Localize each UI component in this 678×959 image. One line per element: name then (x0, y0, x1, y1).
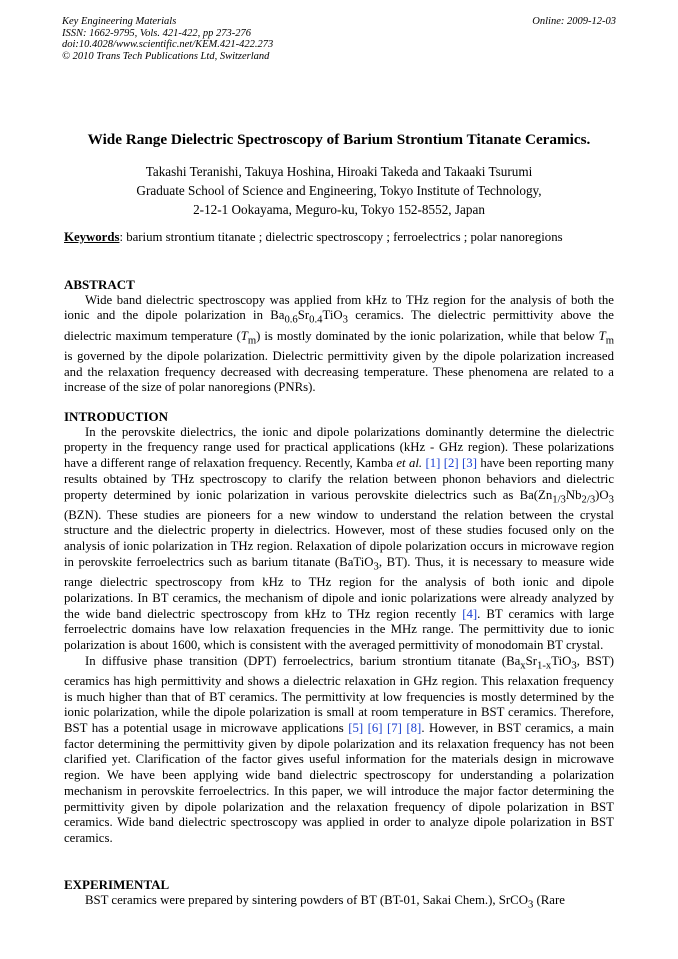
formula-subscript: 3 (342, 314, 348, 326)
affiliation-line-1: Graduate School of Science and Engineering, Tokyo Institute of Technology, (136, 183, 542, 198)
affiliation-line-2: 2-12-1 Ookayama, Meguro-ku, Tokyo 152-8552, Japan (193, 202, 485, 217)
formula-subscript: 0.6 (284, 314, 298, 326)
formula-subscript: 1-x (537, 660, 552, 672)
formula-subscript: 0.4 (309, 314, 323, 326)
citation-link-7[interactable]: [7] (387, 721, 402, 735)
body-text: BST ceramics were prepared by sintering powders of BT (BT-01, Sakai Chem.), (85, 892, 499, 907)
keywords-line (64, 230, 616, 245)
body-text: , BST) ceramics has high permittivity and shows a dielectric relaxation in GHz region. This relaxation frequency is much higher than that of BT ceramics. The permittivity at low frequencies is mostly determined by the ionic polarization, while the dipole polarization is small at room temperature in BST ceramics. Therefore, BST has a potential usage in microwave applications (64, 653, 614, 735)
formula-part: Sr (297, 308, 310, 323)
experimental-section (64, 877, 614, 913)
keywords-text: : barium strontium titanate ; dielectric spectroscopy ; ferroelectrics ; polar nanoregions (119, 230, 563, 244)
formula-part: )O (595, 487, 609, 502)
author-list: Takashi Teranishi, Takuya Hoshina, Hiroaki Takeda and Takaaki Tsurumi (145, 164, 533, 179)
online-date: Online: 2009-12-03 (532, 16, 616, 27)
symbol-tm: T (240, 328, 248, 343)
doi-line: doi:10.4028/www.scientific.net/KEM.421-422.273 (62, 39, 274, 51)
introduction-section (64, 409, 614, 847)
body-text: , BT). Thus, it is necessary to measure wide range dielectric spectroscopy from kHz to THz region for the analysis of both ionic and dipole polarizations. In BT ceramics, the mechanism of dipole and ionic polarizations were already analyzed by the wide band dielectric spectroscopy from kHz to THz region recently (64, 554, 614, 621)
formula-subscript: 2/3 (581, 494, 596, 506)
symbol-tm: T (598, 328, 606, 343)
citation-link-8[interactable]: [8] (406, 721, 422, 735)
body-text: . BT ceramics with large ferroelectric domains have low relaxation frequencies in the MHz range. The permittivity due to ionic polarization is about 1600, which is consistent with the averaged permittivity of monodomain BT crystal. (64, 606, 614, 652)
formula-part: BaTiO (339, 554, 374, 569)
formula-part: TiO (551, 653, 572, 668)
symbol-subscript: m (605, 335, 614, 347)
body-text: In diffusive phase transition (DPT) ferroelectrics, barium strontium titanate ( (85, 653, 507, 668)
citation-link-1[interactable]: [1] (425, 456, 441, 471)
introduction-paragraph-2 (64, 654, 614, 847)
formula-subscript: 3 (571, 660, 577, 672)
body-text: have been reporting many results obtained by THz spectroscopy to clarify the relation between phonon behaviors and dielectric property determined by ionic polarization in various perovskite dielectrics such as (64, 456, 615, 502)
citation-link-3[interactable]: [3] (462, 456, 477, 471)
abstract-paragraph (64, 293, 614, 396)
introduction-heading: INTRODUCTION (64, 409, 169, 424)
author-block (0, 162, 678, 219)
body-text: (BZN). These studies are pioneers for a new window to understand the relation between the crystal structure and the dielectric property in dielectrics. However, most of these studies focused only on the analysis of ionic polarization in THz region. Relaxation of dipole polarization occurs in microwave region in perovskite ferroelectrics such as barium titanate ( (64, 507, 614, 569)
formula-part: SrCO (498, 892, 528, 907)
citation-link-4[interactable]: [4] (462, 606, 478, 621)
experimental-paragraph (64, 893, 614, 913)
abstract-text: Wide band dielectric spectroscopy was applied from kHz to THz region for the analysis of both the ionic and the dipole polarization in (64, 292, 614, 323)
body-text: In the perovskite dielectrics, the ionic and dipole polarizations dominantly determine the dielectric property in the frequency range used for practical applications (kHz - GHz region). These polarizations have a different range of relaxation frequency. Recently, Kamba (64, 424, 614, 471)
introduction-paragraph-1 (64, 425, 614, 654)
citation-link-6[interactable]: [6] (367, 721, 383, 735)
formula-subscript: 1/3 (552, 494, 566, 506)
abstract-heading: ABSTRACT (64, 277, 135, 292)
body-text: . However, in BST ceramics, a main factor determining the permittivity given by dipole polarization and its relaxation frequency has not been clarified yet. Clarification of the factor gives useful information for the materials design in microwave region. We have been applying wide band dielectric spectroscopy for understanding a polarization mechanism in perovskite ferroelectrics. In this paper, we will introduce the major factor determining the permittivity given by dipole polarization and the relaxation frequency of dipole polarization in BST ceramics. Wide band dielectric spectroscopy was applied in order to analyze dipole polarization in BST ceramics. (64, 721, 614, 845)
issn-line: ISSN: 1662-9795, Vols. 421-422, pp 273-276 (62, 27, 251, 39)
formula-part: Sr (525, 653, 537, 668)
abstract-text: is governed by the dipole polarization. Dielectric permittivity given by the dipole polarization increased and the relaxation frequency decreased with decreasing temperature. These phenomena are related to a increase of the size of polar nanoregions (PNRs). (64, 348, 614, 395)
keywords-label: Keywords (64, 230, 120, 244)
symbol-subscript: m (247, 335, 257, 347)
formula-subscript: 3 (608, 494, 614, 506)
abstract-section (64, 277, 614, 396)
abstract-text: ) is mostly dominated by the ionic polarization, while that below (256, 328, 599, 343)
journal-name: Key Engineering Materials (62, 16, 177, 27)
paper-title: Wide Range Dielectric Spectroscopy of Barium Strontium Titanate Ceramics. (87, 131, 591, 148)
formula-subscript: 3 (527, 899, 534, 911)
formula-part: Ba(Zn (519, 487, 553, 502)
body-text: (Rare (533, 892, 565, 907)
citation-link-2[interactable]: [2] (443, 456, 459, 471)
formula-subscript: x (520, 660, 526, 672)
citation-link-5[interactable]: [5] (348, 721, 364, 735)
formula-part: Ba (270, 308, 285, 323)
abstract-text: ceramics. The dielectric permittivity above the dielectric maximum temperature ( (64, 308, 614, 343)
journal-header (62, 16, 616, 62)
formula-part: Ba (506, 653, 521, 668)
copyright-line: © 2010 Trans Tech Publications Ltd, Switzerland (62, 50, 270, 62)
formula-part: Nb (565, 487, 582, 502)
formula-subscript: 3 (373, 561, 379, 573)
et-al: et al. (396, 456, 423, 471)
experimental-heading: EXPERIMENTAL (64, 877, 170, 892)
formula-part: TiO (322, 308, 343, 323)
